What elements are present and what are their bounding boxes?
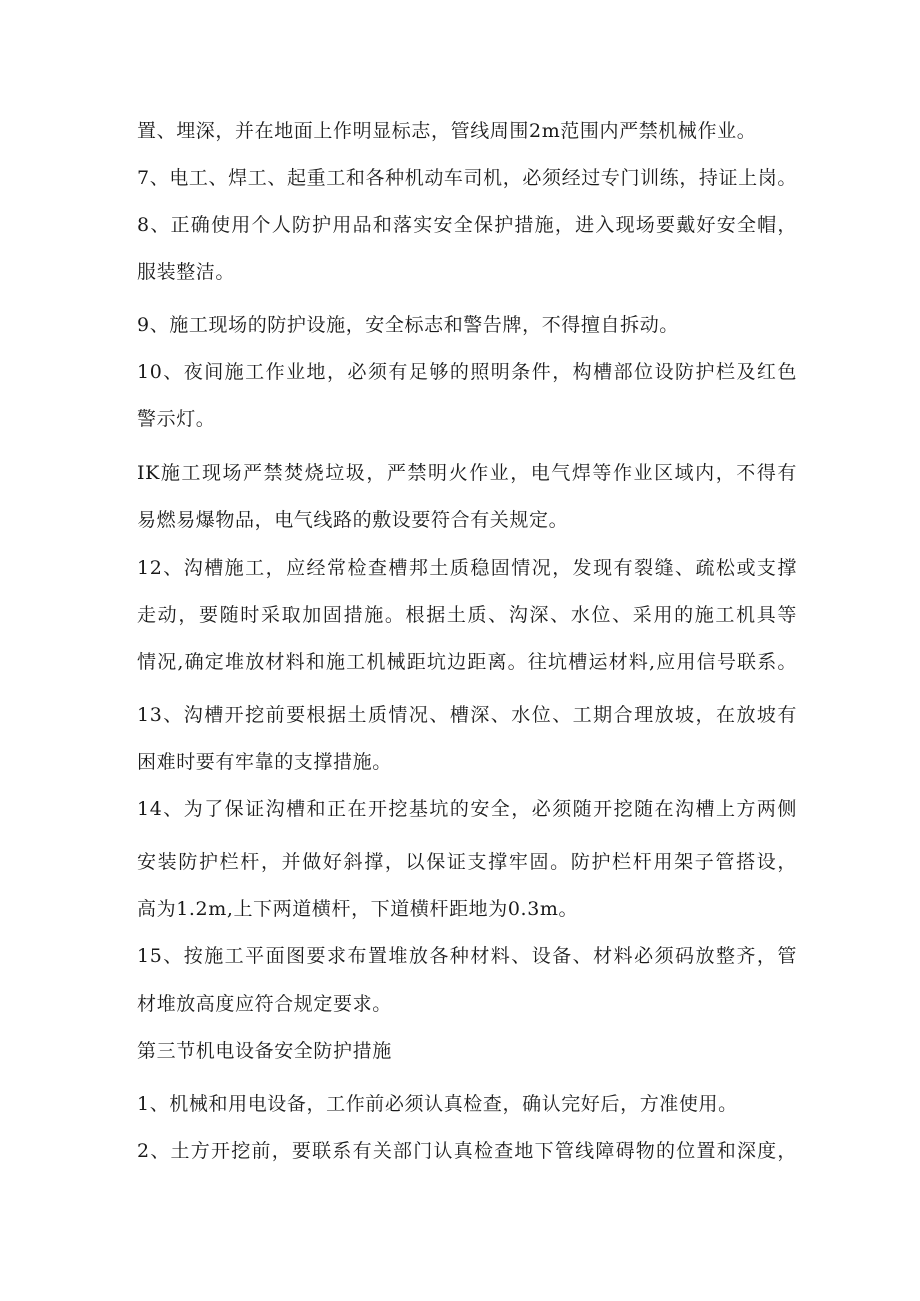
text-line: 困难时要有牢靠的支撑措施。 (137, 751, 392, 773)
text-line: 走动，要随时采取加固措施。根据土质、沟深、水位、采用的施工机具等 (137, 604, 797, 626)
text-line: 警示灯。 (137, 408, 216, 430)
text-line: 10、夜间施工作业地，必须有足够的照明条件，构槽部位设防护栏及红色 (137, 361, 797, 383)
text-line: 14、为了保证沟槽和正在开挖基坑的安全，必须随开挖随在沟槽上方两侧 (137, 798, 797, 820)
text-line: 12、沟槽施工，应经常检查槽邦土质稳固情况，发现有裂缝、疏松或支撑 (137, 557, 797, 579)
text-line: 情况,确定堆放材料和施工机械距坑边距离。往坑槽运材料,应用信号联系。 (137, 651, 797, 673)
text-line: 服装整洁。 (137, 261, 236, 283)
text-line: 9、施工现场的防护设施，安全标志和警告牌，不得擅自拆动。 (137, 314, 679, 336)
section-heading: 第三节机电设备安全防护措施 (137, 1040, 392, 1062)
text-line: 8、正确使用个人防护用品和落实安全保护措施，进入现场要戴好安全帽， (137, 214, 797, 236)
text-line: 2、土方开挖前，要联系有关部门认真检查地下管线障碍物的位置和深度， (137, 1140, 797, 1162)
text-line: 易燃易爆物品，电气线路的敷设要符合有关规定。 (137, 509, 569, 531)
text-line: 安装防护栏杆，并做好斜撑，以保证支撑牢固。防护栏杆用架子管搭设， (137, 851, 797, 873)
text-line: 13、沟槽开挖前要根据土质情况、槽深、水位、工期合理放坡，在放坡有 (137, 704, 797, 726)
text-line: 材堆放高度应符合规定要求。 (137, 993, 392, 1015)
text-line: 15、按施工平面图要求布置堆放各种材料、设备、材料必须码放整齐，管 (137, 945, 797, 967)
text-line: 7、电工、焊工、起重工和各种机动车司机，必须经过专门训练，持证上岗。 (137, 167, 797, 189)
text-line: 1、机械和用电设备，工作前必须认真检查，确认完好后，方准使用。 (137, 1093, 738, 1115)
text-line: IK施工现场严禁焚烧垃圾，严禁明火作业，电气焊等作业区域内，不得有 (137, 462, 797, 484)
text-line: 置、埋深，并在地面上作明显标志，管线周围2m范围内严禁机械作业。 (137, 120, 757, 142)
text-line: 高为1.2m,上下两道横杆，下道横杆距地为0.3m。 (137, 898, 579, 920)
